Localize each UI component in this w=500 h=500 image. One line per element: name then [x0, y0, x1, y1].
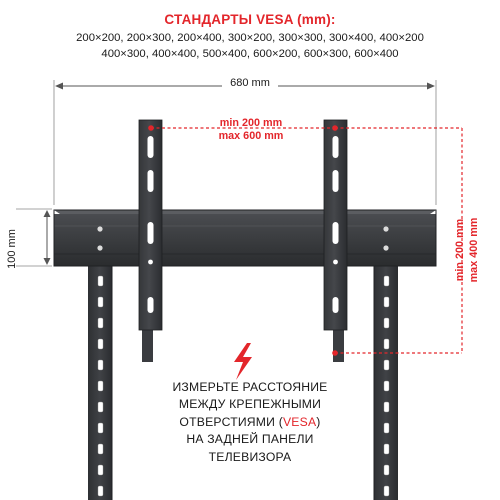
note-line-4: НА ЗАДНЕЙ ПАНЕЛИ: [186, 432, 314, 447]
height-dimension: [16, 209, 52, 266]
horizontal-max-label: max 600 mm: [218, 130, 284, 142]
horizontal-min-label: min 200 mm: [219, 117, 283, 129]
height-dimension-label: [4, 227, 20, 271]
vesa-sizes-line-2: 400×300, 400×400, 500×400, 600×200, 600×300, 600×400: [101, 48, 399, 60]
vertical-max-label: max 400 mm: [468, 217, 480, 283]
note-line-1: ИЗМЕРЬТЕ РАССТОЯНИЕ: [172, 380, 328, 394]
note-line-2: МЕЖДУ КРЕПЕЖНЫМИ: [178, 397, 322, 412]
vesa-accent-text: VESA: [282, 414, 317, 429]
note-line-3: [170, 414, 330, 431]
width-dimension-label: 680 mm: [222, 77, 278, 89]
note-line-5: ТЕЛЕВИЗОРА: [208, 449, 292, 464]
lightning-bolt-icon: [234, 343, 252, 380]
note-line-3-before: ОТВЕРСТИЯМИ (: [179, 414, 283, 429]
height-dimension-text: 100 mm: [6, 229, 18, 269]
note-line-3-after: ): [316, 414, 321, 429]
measurement-instruction: [170, 379, 330, 466]
vesa-standards-title: СТАНДАРТЫ VESA (mm):: [164, 12, 336, 27]
horizontal-vesa-range: [183, 117, 319, 143]
horizontal-rail: [54, 210, 436, 266]
vertical-min-label: min 200 mm: [454, 218, 466, 282]
vesa-sizes-line-1: 200×200, 200×300, 200×400, 300×200, 300×300, 300×400, 400×200: [76, 32, 424, 44]
vertical-vesa-range: [440, 200, 494, 300]
